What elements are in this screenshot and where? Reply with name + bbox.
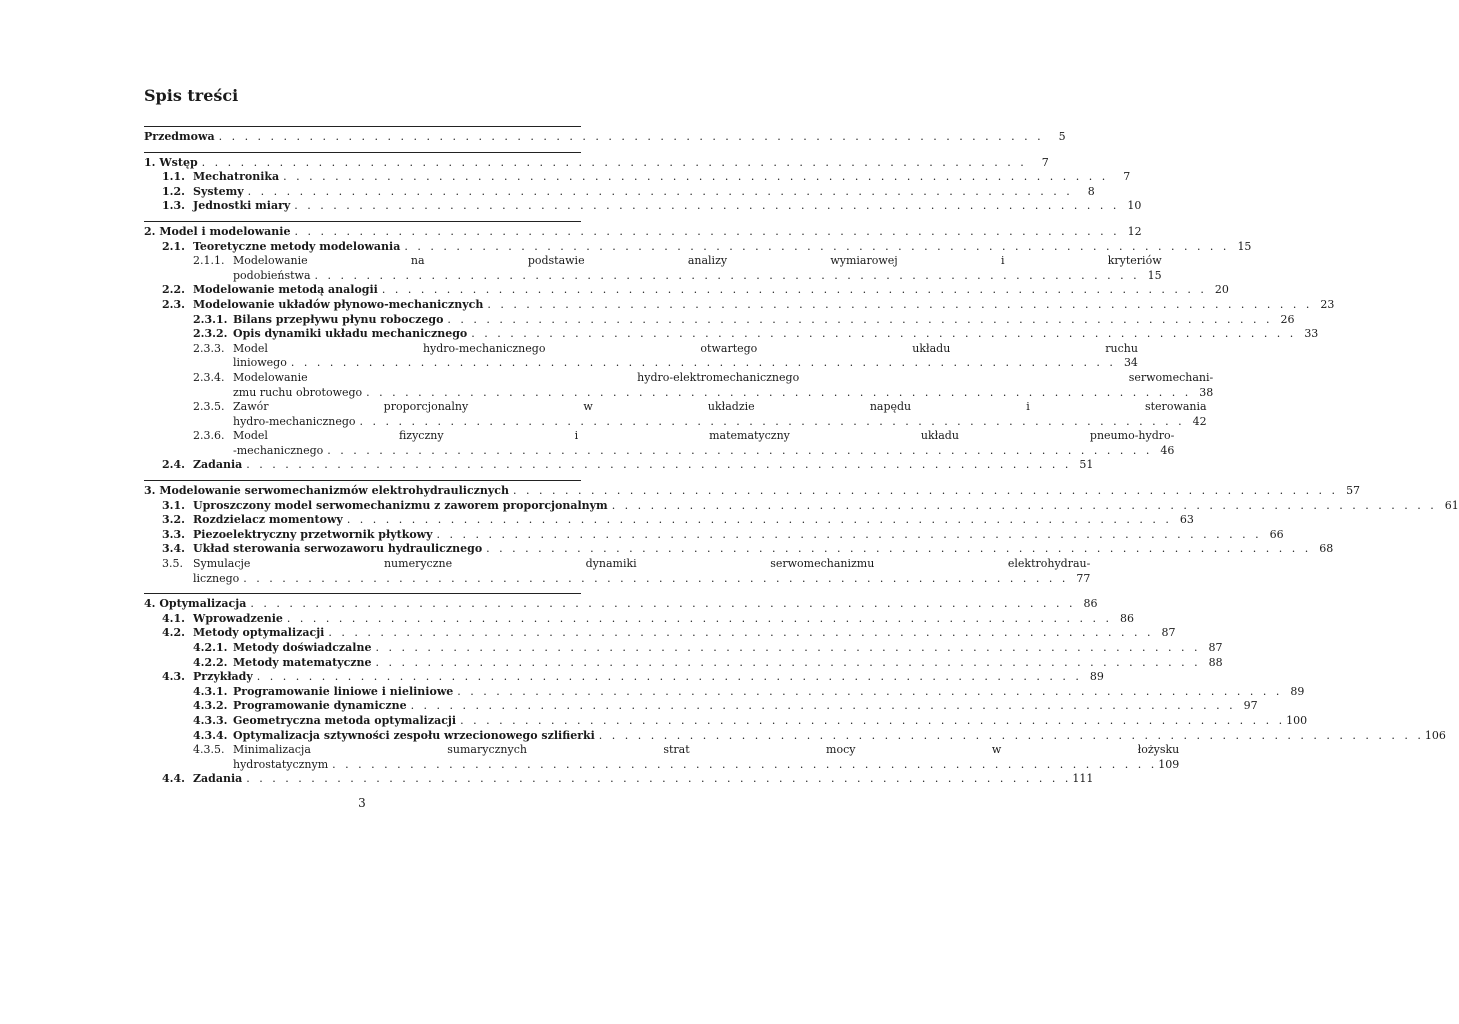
toc-entry-title: Metody optymalizacji [193,626,325,640]
toc-entry-title: Programowanie liniowe i nieliniowe [233,684,454,698]
leader-dots: . . . . . . . . . . . . . . . . . . . . . . . . . . . . . . . . . . . . . . . . . . . . . . . . . . . . . . . . . . . . . . . . [512,484,1339,498]
toc-entry[interactable] [144,239,1252,255]
toc-entry-number: 2.3.4. [193,370,225,384]
toc-entry[interactable] [144,743,1180,772]
toc-entry-title: Teoretyczne metody modelowania [193,239,401,253]
toc-entry[interactable] [144,254,1162,283]
toc-entry-page: 26 [1280,312,1295,326]
toc-entry-number: 2.3. [162,297,185,311]
toc-entry-number: 4.3.4. [193,728,228,742]
toc-entry[interactable] [144,312,1295,328]
toc-entry-title: Modelowanie na podstawie analizy wymiarowej i kryteriów [233,254,1162,268]
toc-chapter [144,155,1142,214]
leader-dots: . . . . . . . . . . . . . . . . . . . . . . . . . . . . . . . . . . . . . . . . . . . . . . . . . . . . . . . . . . . . . . . . [366,385,1192,399]
toc-entry-number: 2.3.3. [193,341,225,355]
toc-entry-page: 8 [1087,184,1095,198]
toc-entry-title: Układ sterowania serwozaworu hydraulicznego [193,542,483,556]
toc-entry[interactable] [144,641,1223,656]
leader-dots: . . . . . . . . . . . . . . . . . . . . . . . . . . . . . . . . . . . . . . . . . . . . . . . . . . . . . . . . . . . . . . . . [457,684,1283,698]
toc-entry-title: Jednostki miary [193,199,291,213]
leader-dots: . . . . . . . . . . . . . . . . . . . . . . . . . . . . . . . . . . . . . . . . . . . . . . . . . . . . . . . . . . . . . . . . [243,571,1069,585]
toc-entry-title-continued: zmu ruchu obrotowego [233,385,363,399]
toc-entry-title: Przykłady [193,670,253,684]
toc-entry[interactable] [144,542,1334,557]
leader-dots: . . . . . . . . . . . . . . . . . . . . . . . . . . . . . . . . . . . . . . . . . . . . . . . . . . . . . . . . . . . . . . . . [404,239,1230,253]
toc-entry-title-continued: podobieństwa [233,268,311,282]
toc-entry-page: 109 [1158,757,1180,771]
leader-dots: . . . . . . . . . . . . . . . . . . . . . . . . . . . . . . . . . . . . . . . . . . . . . . . . . . . . . . . . . . . . . . . . [471,327,1297,341]
toc-entry[interactable] [144,513,1194,528]
toc-entry-number: 3.3. [162,527,185,541]
leader-dots: . . . . . . . . . . . . . . . . . . . . . . . . . . . . . . . . . . . . . . . . . . . . . . . . . . . . . . . . . . . . . . . . [598,728,1424,742]
toc-entry-title: Systemy [193,184,244,198]
toc-entry-title: Opis dynamiki układu mechanicznego [233,327,468,341]
leader-dots: . . . . . . . . . . . . . . . . . . . . . . . . . . . . . . . . . . . . . . . . . . . . . . . . . . . . . . . . . . . . . . . . [327,443,1153,457]
toc-entry-number: 4.3.2. [193,699,228,713]
table-of-contents [144,124,1459,792]
toc-entry-number: 2.3.2. [193,327,228,341]
toc-entry-title: Piezoelektryczny przetwornik płytkowy [193,527,433,541]
toc-entry-number: 4.3. [162,670,185,684]
toc-entry-number: 2.3.5. [193,400,225,414]
section-divider [144,221,581,222]
toc-chapter [144,484,1459,586]
leader-dots: . . . . . . . . . . . . . . . . . . . . . . . . . . . . . . . . . . . . . . . . . . . . . . . . . . . . . . . . . . . . . . . . [290,356,1116,370]
toc-entry-number: 4.3.3. [193,713,228,727]
toc-entry[interactable] [144,400,1207,429]
toc-entry-page: 46 [1160,443,1175,457]
toc-entry-page: 7 [1041,155,1049,169]
toc-entry-page: 42 [1192,414,1207,428]
toc-entry-title: Wprowadzenie [193,611,283,625]
leader-dots: . . . . . . . . . . . . . . . . . . . . . . . . . . . . . . . . . . . . . . . . . . . . . . . . . . . . . . . . . . . . . . . . [359,414,1185,428]
toc-entry-page: 33 [1304,327,1319,341]
toc-entry-number: 4.3.5. [193,743,225,757]
toc-chapter-heading[interactable] [144,155,1049,171]
leader-dots: . . . . . . . . . . . . . . . . . . . . . . . . . . . . . . . . . . . . . . . . . . . . . . . . . . . . . . . . . . . . . . . . [328,626,1154,640]
toc-entry-number: 2.3.6. [193,429,225,443]
toc-entry-page: 88 [1208,655,1223,669]
toc-entry-page: 86 [1119,611,1134,625]
toc-entry-title: Optymalizacja sztywności zespołu wrzecionowego szlifierki [233,728,595,742]
toc-entry-page: 20 [1214,283,1229,297]
toc-entry-number: 3.5. [162,557,183,571]
toc-entry-number: 1.2. [162,184,185,198]
section-divider [144,480,581,481]
toc-entry-title: Modelowanie układów płynowo-mechanicznych [193,297,484,311]
toc-entry-page: 86 [1083,597,1098,611]
leader-dots: . . . . . . . . . . . . . . . . . . . . . . . . . . . . . . . . . . . . . . . . . . . . . . . . . . . . . . . . . . . . . . . . [611,498,1437,512]
toc-entry-title: 3. Modelowanie serwomechanizmów elektrohydraulicznych [144,484,509,498]
toc-entry-page: 97 [1243,699,1258,713]
toc-entry-title: Model fizyczny i matematyczny układu pneumo-hydro- [233,429,1175,443]
toc-entry-number: 3.1. [162,498,185,512]
toc-chapter-heading[interactable] [144,597,1098,612]
toc-entry-number: 1.1. [162,170,185,184]
toc-entry-page: 34 [1123,356,1138,370]
toc-entry-title: Minimalizacja sumarycznych strat mocy w łożysku [233,743,1180,757]
toc-entry[interactable] [144,498,1459,514]
toc-chapter [144,224,1335,473]
toc-entry-title-continued: hydrostatycznym [233,757,329,771]
toc-entry-title: Uproszczony model serwomechanizmu z zaworem proporcjonalnym [193,498,608,512]
toc-entry-title: Bilans przepływu płynu roboczego [233,312,444,326]
leader-dots: . . . . . . . . . . . . . . . . . . . . . . . . . . . . . . . . . . . . . . . . . . . . . . . . . . . . . . . . . . . . . . . . [286,611,1112,625]
toc-entry[interactable] [144,199,1142,214]
leader-dots: . . . . . . . . . . . . . . . . . . . . . . . . . . . . . . . . . . . . . . . . . . . . . . . . . . . . . . . . . . . . . . . . [447,312,1273,326]
leader-dots: . . . . . . . . . . . . . . . . . . . . . . . . . . . . . . . . . . . . . . . . . . . . . . . . . . . . . . . . . . . . . . . . [486,542,1312,556]
toc-entry-number: 1.3. [162,199,185,213]
toc-entry-title: Zadania [193,772,243,786]
toc-entry-title-continued: -mechanicznego [233,443,324,457]
toc-entry[interactable] [144,341,1138,371]
toc-entry-number: 4.3.1. [193,684,228,698]
toc-entry[interactable] [144,611,1134,627]
toc-entry[interactable] [144,728,1446,744]
leader-dots: . . . . . . . . . . . . . . . . . . . . . . . . . . . . . . . . . . . . . . . . . . . . . . . . . . . . . . . . . . . . . . . . [283,170,1109,184]
leader-dots: . . . . . . . . . . . . . . . . . . . . . . . . . . . . . . . . . . . . . . . . . . . . . . . . . . . . . . . . . . . . . . . . [247,184,1073,198]
toc-entry-page: 87 [1208,641,1223,654]
toc-entry-title-continued: hydro-mechanicznego [233,414,356,428]
toc-entry-title: 2. Model i modelowanie [144,224,291,238]
toc-entry-title-continued: liniowego [233,356,287,370]
toc-entry-page: 51 [1079,458,1094,472]
toc-entry-title: Programowanie dynamiczne [233,699,407,713]
toc-entry-page: 12 [1127,224,1142,238]
toc-entry-page: 89 [1089,670,1104,684]
toc-entry-number: 2.1.1. [193,254,225,268]
leader-dots: . . . . . . . . . . . . . . . . . . . . . . . . . . . . . . . . . . . . . . . . . . . . . . . . . . . . . . . . . . . . . . . . [294,224,1120,238]
toc-entry-title: Przedmowa [144,130,215,143]
toc-entry-number: 4.4. [162,772,185,786]
toc-entry-page: 63 [1179,513,1194,527]
toc-entry-number: 2.2. [162,283,185,297]
toc-entry-page: 38 [1199,385,1214,399]
toc-entry-number: 2.1. [162,239,185,253]
leader-dots: . . . . . . . . . . . . . . . . . . . . . . . . . . . . . . . . . . . . . . . . . . . . . . . . . . . . . . . . . . . . . . . . [201,155,1027,169]
leader-dots: . . . . . . . . . . . . . . . . . . . . . . . . . . . . . . . . . . . . . . . . . . . . . . . . . . . . . . . . . . . . . . . . [381,283,1207,297]
toc-entry-page: 87 [1161,626,1176,640]
leader-dots: . . . . . . . . . . . . . . . . . . . . . . . . . . . . . . . . . . . . . . . . . . . . . . . . . . . . . . . . . . . . . . . . [410,699,1236,713]
toc-entry-number: 2.4. [162,458,185,472]
toc-entry-title: Metody matematyczne [233,655,372,669]
leader-dots: . . . . . . . . . . . . . . . . . . . . . . . . . . . . . . . . . . . . . . . . . . . . . . . . . . . . . . . . . . . . . . . . [250,597,1076,611]
toc-entry-title: 1. Wstęp [144,155,198,169]
page-title: Spis treści [144,86,239,105]
section-divider [144,152,581,153]
leader-dots: . . . . . . . . . . . . . . . . . . . . . . . . . . . . . . . . . . . . . . . . . . . . . . . . . . . . . . . . . . . . . . . . [246,772,1072,786]
toc-entry-number: 3.4. [162,542,185,556]
toc-entry[interactable] [144,370,1214,400]
toc-entry[interactable] [144,655,1223,671]
toc-entry-page: 61 [1444,498,1459,512]
leader-dots: . . . . . . . . . . . . . . . . . . . . . . . . . . . . . . . . . . . . . . . . . . . . . . . . . . . . . . . . . . . . . . . . [375,641,1201,654]
toc-entry-page: 77 [1076,571,1091,585]
toc-entry[interactable] [144,327,1319,342]
toc-entry-title: Geometryczna metoda optymalizacji [233,713,457,727]
toc-entry-number: 4.2.1. [193,641,228,654]
toc-entry-page: 68 [1319,542,1334,556]
toc-entry-page: 23 [1320,297,1335,311]
toc-entry[interactable] [144,626,1176,641]
toc-entry-page: 15 [1237,239,1252,253]
toc-entry-page: 15 [1147,268,1162,282]
toc-entry-number: 2.3.1. [193,312,228,326]
toc-chapter [144,597,1446,787]
section-divider [144,126,581,127]
leader-dots: . . . . . . . . . . . . . . . . . . . . . . . . . . . . . . . . . . . . . . . . . . . . . . . . . . . . . . . . . . . . . . . . [218,130,1044,143]
toc-entry[interactable] [144,184,1095,200]
leader-dots: . . . . . . . . . . . . . . . . . . . . . . . . . . . . . . . . . . . . . . . . . . . . . . . . . . . . . . . . . . . . . . . . [256,670,1082,684]
toc-entry-title: Mechatronika [193,170,280,184]
toc-entry[interactable] [144,283,1229,298]
toc-entry-title: Modelowanie metodą analogii [193,283,378,297]
section-divider [144,593,581,594]
page-number: 3 [358,796,366,810]
toc-entry-title: Zawór proporcjonalny w układzie napędu i sterowania [233,400,1207,414]
toc-entry-title: 4. Optymalizacja [144,597,247,611]
leader-dots: . . . . . . . . . . . . . . . . . . . . . . . . . . . . . . . . . . . . . . . . . . . . . . . . . . . . . . . . . . . . . . . . [314,268,1140,282]
toc-entry-page: 7 [1123,170,1131,184]
toc-entry-page: 106 [1424,728,1446,742]
toc-entry[interactable] [144,684,1305,700]
toc-entry-title: Modelowanie hydro-elektromechanicznego serwomechani- [233,370,1214,384]
leader-dots: . . . . . . . . . . . . . . . . . . . . . . . . . . . . . . . . . . . . . . . . . . . . . . . . . . . . . . . . . . . . . . . . [460,713,1286,727]
toc-entry[interactable] [144,429,1175,458]
toc-entry-page: 10 [1127,199,1142,213]
toc-entry-number: 3.2. [162,513,185,527]
toc-entry[interactable] [144,458,1094,473]
toc-entry-page: 111 [1072,772,1094,786]
toc-chapter-heading[interactable] [144,130,1066,145]
toc-entry-title: Zadania [193,458,243,472]
leader-dots: . . . . . . . . . . . . . . . . . . . . . . . . . . . . . . . . . . . . . . . . . . . . . . . . . . . . . . . . . . . . . . . . [487,297,1313,311]
toc-entry-title-continued: licznego [193,571,240,585]
leader-dots: . . . . . . . . . . . . . . . . . . . . . . . . . . . . . . . . . . . . . . . . . . . . . . . . . . . . . . . . . . . . . . . . [346,513,1172,527]
toc-entry-page: 57 [1346,484,1361,498]
toc-entry[interactable] [144,527,1284,543]
toc-entry-page: 89 [1290,684,1305,698]
toc-entry-title: Rozdzielacz momentowy [193,513,343,527]
toc-entry[interactable] [144,557,1091,586]
toc-entry[interactable] [144,772,1094,787]
toc-entry-title: Metody doświadczalne [233,641,372,654]
toc-entry[interactable] [144,670,1104,685]
toc-entry-number: 4.2.2. [193,655,228,669]
toc-entry-page: 5 [1058,130,1066,143]
toc-entry-number: 4.2. [162,626,185,640]
toc-entry[interactable] [144,170,1131,185]
leader-dots: . . . . . . . . . . . . . . . . . . . . . . . . . . . . . . . . . . . . . . . . . . . . . . . . . . . . . . . . . . . . . . . . [246,458,1072,472]
toc-entry-page: 100 [1286,713,1308,727]
toc-entry-number: 4.1. [162,611,185,625]
toc-entry-title: Symulacje numeryczne dynamiki serwomechanizmu elektrohydrau- [193,557,1091,571]
leader-dots: . . . . . . . . . . . . . . . . . . . . . . . . . . . . . . . . . . . . . . . . . . . . . . . . . . . . . . . . . . . . . . . . [375,655,1201,669]
toc-entry[interactable] [144,699,1258,714]
leader-dots: . . . . . . . . . . . . . . . . . . . . . . . . . . . . . . . . . . . . . . . . . . . . . . . . . . . . . . . . . . . . . . . . [332,757,1158,771]
toc-chapter [144,130,1066,145]
toc-entry-page: 66 [1269,527,1284,541]
toc-entry[interactable] [144,713,1308,729]
toc-chapter-heading[interactable] [144,224,1142,240]
leader-dots: . . . . . . . . . . . . . . . . . . . . . . . . . . . . . . . . . . . . . . . . . . . . . . . . . . . . . . . . . . . . . . . . [294,199,1120,213]
toc-entry[interactable] [144,297,1335,313]
toc-chapter-heading[interactable] [144,484,1361,499]
toc-entry-title: Model hydro-mechanicznego otwartego układu ruchu [233,341,1138,355]
leader-dots: . . . . . . . . . . . . . . . . . . . . . . . . . . . . . . . . . . . . . . . . . . . . . . . . . . . . . . . . . . . . . . . . [436,527,1262,541]
